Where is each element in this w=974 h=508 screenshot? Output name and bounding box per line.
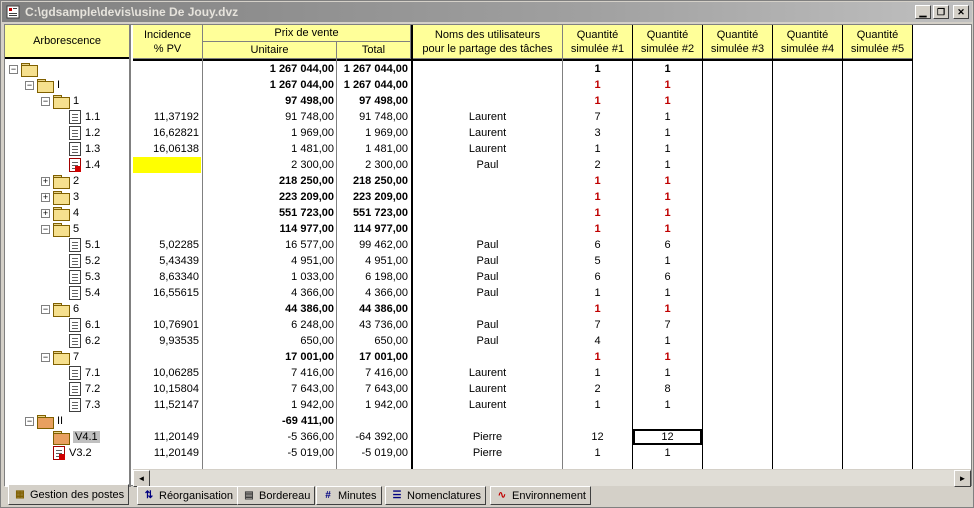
- user-name-cell[interactable]: [413, 93, 562, 109]
- col-line: [702, 25, 703, 469]
- minimize-button[interactable]: ▁: [915, 5, 931, 19]
- document-icon: [69, 398, 81, 412]
- total-cell[interactable]: 99 462,00: [359, 239, 408, 251]
- folder-icon: [53, 351, 69, 363]
- unitaire-cell[interactable]: 1 942,00: [291, 399, 334, 411]
- total-cell[interactable]: [337, 413, 410, 429]
- qty2-cell[interactable]: 1: [664, 79, 671, 91]
- tree-node-label: 6: [73, 303, 80, 315]
- tree-node-label: 7.1: [85, 367, 101, 379]
- tree-node[interactable]: [5, 285, 129, 301]
- tree-node[interactable]: [5, 125, 129, 141]
- folder-icon: [53, 175, 69, 187]
- grid-icon: #: [325, 490, 331, 501]
- tree-node[interactable]: [5, 141, 129, 157]
- tree-node[interactable]: [5, 61, 129, 77]
- tree-node[interactable]: [5, 189, 129, 205]
- unitaire-cell[interactable]: 114 977,00: [279, 223, 334, 235]
- qty2-cell[interactable]: 1: [664, 143, 671, 155]
- total-cell[interactable]: 6 198,00: [365, 271, 408, 283]
- total-cell[interactable]: 7 416,00: [365, 367, 408, 379]
- incidence-header[interactable]: [133, 25, 203, 59]
- incidence-cell[interactable]: [133, 61, 201, 77]
- document-icon: [69, 366, 81, 380]
- list-icon: ☰: [392, 490, 402, 501]
- tab-minutes[interactable]: [316, 486, 382, 505]
- user-name-cell[interactable]: Laurent: [468, 383, 507, 395]
- tree-pane: [5, 25, 131, 487]
- tree-node-label: 1.2: [85, 127, 101, 139]
- document-icon: [69, 142, 81, 156]
- flagged-document-icon: [53, 446, 65, 460]
- collapse-toggle-icon[interactable]: −: [42, 303, 49, 314]
- document-icon: [69, 254, 81, 268]
- total-cell[interactable]: 551 723,00: [352, 207, 408, 219]
- folder-icon: [37, 415, 53, 427]
- unitaire-cell[interactable]: 218 250,00: [278, 175, 334, 187]
- building-icon: ▦: [15, 489, 25, 500]
- qty1-cell[interactable]: 12: [591, 431, 604, 443]
- tree-node-label: 5.4: [85, 287, 101, 299]
- q2-header-bottom: simulée #2: [640, 42, 695, 55]
- q1-header[interactable]: [563, 25, 633, 59]
- incidence-cell[interactable]: [133, 189, 201, 205]
- document-icon: [69, 334, 81, 348]
- total-cell[interactable]: 44 386,00: [359, 303, 408, 315]
- tree-node[interactable]: [5, 349, 129, 365]
- user-name-cell[interactable]: Paul: [476, 319, 499, 331]
- user-name-cell[interactable]: [413, 301, 562, 317]
- tab-label: Bordereau: [259, 489, 311, 502]
- qty1-cell[interactable]: 4: [594, 335, 601, 347]
- tree-node[interactable]: [5, 237, 129, 253]
- reorganize-icon: ⇅: [144, 490, 154, 501]
- qty1-cell[interactable]: 7: [594, 111, 601, 123]
- qty2-cell[interactable]: 1: [664, 287, 671, 299]
- folder-icon: [53, 95, 69, 107]
- tree-node[interactable]: [5, 301, 129, 317]
- folder-icon: [53, 191, 69, 203]
- incidence-cell[interactable]: [133, 157, 201, 173]
- tree-node-label: 5.3: [85, 271, 101, 283]
- user-name-cell[interactable]: Paul: [476, 271, 499, 283]
- unitaire-cell[interactable]: 91 748,00: [285, 111, 334, 123]
- total-cell[interactable]: 97 498,00: [359, 95, 408, 107]
- total-cell[interactable]: 1 969,00: [365, 127, 408, 139]
- qty2-cell[interactable]: 8: [664, 383, 671, 395]
- main-frame: [4, 24, 972, 486]
- q4-header-bottom: simulée #4: [780, 42, 835, 55]
- window-title: C:\gdsample\devis\usine De Jouy.dvz: [25, 5, 239, 19]
- tree-node[interactable]: [5, 205, 129, 221]
- tree-node[interactable]: [5, 317, 129, 333]
- incidence-cell[interactable]: 11,20149: [153, 447, 199, 459]
- document-icon: [69, 286, 81, 300]
- tab-label: Réorganisation: [159, 489, 233, 502]
- user-name-cell[interactable]: Pierre: [472, 447, 503, 459]
- total-cell[interactable]: 1 481,00: [365, 143, 408, 155]
- q5-header-bottom: simulée #5: [850, 42, 905, 55]
- q1-header-top: Quantité: [576, 28, 619, 41]
- qty2-cell[interactable]: 1: [664, 351, 671, 363]
- user-name-cell[interactable]: Laurent: [468, 127, 507, 139]
- qty2-cell[interactable]: 1: [664, 191, 671, 203]
- incidence-cell[interactable]: 9,93535: [159, 335, 199, 347]
- incidence-cell[interactable]: [133, 173, 201, 189]
- total-cell[interactable]: -5 019,00: [361, 447, 408, 459]
- total-cell[interactable]: 650,00: [374, 335, 408, 347]
- qty2-cell[interactable]: 1: [664, 95, 671, 107]
- incidence-cell[interactable]: 5,43439: [159, 255, 199, 267]
- unitaire-header[interactable]: Unitaire: [203, 42, 337, 59]
- tree-node[interactable]: [5, 109, 129, 125]
- document-icon: [69, 270, 81, 284]
- col-line: [772, 25, 773, 469]
- tree-node[interactable]: [5, 381, 129, 397]
- folder-icon: [37, 79, 53, 91]
- q5-header-top: Quantité: [856, 28, 899, 41]
- incidence-cell[interactable]: [133, 205, 201, 221]
- unitaire-cell[interactable]: -5 366,00: [287, 431, 334, 443]
- tree-node[interactable]: [5, 445, 129, 461]
- unitaire-cell[interactable]: 1 481,00: [291, 143, 334, 155]
- tree-node[interactable]: [5, 333, 129, 349]
- title-bar: [2, 2, 972, 22]
- folder-icon: [53, 207, 69, 219]
- col-line: [842, 25, 843, 469]
- collapse-toggle-icon[interactable]: −: [42, 351, 49, 362]
- unitaire-cell[interactable]: 4 951,00: [291, 255, 334, 267]
- total-cell[interactable]: 7 643,00: [365, 383, 408, 395]
- tree-node-label: 7.2: [85, 383, 101, 395]
- user-name-cell[interactable]: Laurent: [468, 399, 507, 411]
- qty2-cell[interactable]: 1: [664, 175, 671, 187]
- user-name-cell[interactable]: Paul: [476, 335, 499, 347]
- total-cell[interactable]: 1 267 044,00: [343, 63, 408, 75]
- tree-node[interactable]: [5, 269, 129, 285]
- tab-label: Minutes: [338, 489, 377, 502]
- qty1-cell[interactable]: 1: [594, 223, 601, 235]
- horizontal-scrollbar[interactable]: [133, 469, 971, 486]
- q4-header[interactable]: [773, 25, 843, 59]
- qty1-cell[interactable]: 1: [594, 287, 601, 299]
- tree-node[interactable]: [5, 253, 129, 269]
- incidence-header-bottom: % PV: [153, 42, 182, 55]
- document-icon: [69, 126, 81, 140]
- qty1-cell[interactable]: 2: [594, 383, 601, 395]
- collapse-toggle-icon[interactable]: −: [26, 415, 33, 426]
- tree-node-label: 1.3: [85, 143, 101, 155]
- expand-toggle-icon[interactable]: +: [42, 191, 49, 202]
- qty1-cell[interactable]: 6: [594, 271, 601, 283]
- incidence-cell[interactable]: [133, 301, 201, 317]
- col-line: [912, 25, 913, 469]
- qty1-cell[interactable]: 1: [594, 63, 601, 75]
- incidence-cell[interactable]: 11,52147: [153, 399, 199, 411]
- chart-icon: ∿: [497, 490, 507, 501]
- user-name-cell[interactable]: Paul: [476, 287, 499, 299]
- tab-gestion-des-postes[interactable]: [8, 484, 129, 505]
- total-cell[interactable]: 4 366,00: [365, 287, 408, 299]
- tree-header[interactable]: Arborescence: [5, 25, 129, 59]
- qty1-cell[interactable]: 1: [594, 79, 601, 91]
- incidence-header-top: Incidence: [143, 28, 192, 41]
- incidence-cell[interactable]: 11,37192: [153, 111, 199, 123]
- qty2-cell[interactable]: 1: [664, 207, 671, 219]
- qty1-cell[interactable]: 1: [594, 175, 601, 187]
- bottom-tabs: [4, 486, 972, 506]
- qty1-cell[interactable]: 1: [594, 447, 601, 459]
- unitaire-cell[interactable]: 6 248,00: [291, 319, 334, 331]
- tree-node[interactable]: [5, 77, 129, 93]
- flagged-document-icon: [69, 158, 81, 172]
- unitaire-cell[interactable]: 1 267 044,00: [269, 63, 334, 75]
- q2-header-top: Quantité: [646, 28, 689, 41]
- tab-label: Nomenclatures: [407, 489, 481, 502]
- unitaire-cell[interactable]: 650,00: [300, 335, 334, 347]
- total-cell[interactable]: 2 300,00: [365, 159, 408, 171]
- tab-label: Gestion des postes: [30, 488, 125, 501]
- tree-node[interactable]: [5, 397, 129, 413]
- close-button[interactable]: ✕: [953, 5, 969, 19]
- user-name-cell[interactable]: Laurent: [468, 367, 507, 379]
- tab-environnement[interactable]: [490, 486, 591, 505]
- tab-nomenclatures[interactable]: [385, 486, 486, 505]
- unitaire-cell[interactable]: 4 366,00: [291, 287, 334, 299]
- scroll-left-button[interactable]: ◄: [133, 470, 150, 487]
- qty2-cell[interactable]: 1: [664, 399, 671, 411]
- user-name-cell[interactable]: [413, 77, 562, 93]
- qty2-cell[interactable]: [633, 413, 702, 429]
- total-cell[interactable]: 17 001,00: [359, 351, 408, 363]
- total-cell[interactable]: 114 977,00: [353, 223, 408, 235]
- tab-bordereau[interactable]: [237, 486, 315, 505]
- unitaire-cell[interactable]: 223 209,00: [278, 191, 334, 203]
- incidence-cell[interactable]: 8,63340: [159, 271, 199, 283]
- unitaire-cell[interactable]: -5 019,00: [287, 447, 334, 459]
- document-icon: [69, 318, 81, 332]
- qty1-cell[interactable]: 5: [594, 255, 601, 267]
- incidence-cell[interactable]: 11,20149: [153, 431, 199, 443]
- noms-header[interactable]: [413, 25, 563, 59]
- unitaire-cell[interactable]: 1 033,00: [291, 271, 334, 283]
- qty1-cell[interactable]: [563, 413, 632, 429]
- qty2-cell[interactable]: 1: [664, 447, 671, 459]
- tab-label: Environnement: [512, 489, 586, 502]
- tree-node-label: II: [57, 415, 64, 427]
- user-name-cell[interactable]: [413, 173, 562, 189]
- user-name-cell[interactable]: [413, 221, 562, 237]
- tab-r-organisation[interactable]: [137, 486, 238, 505]
- qty1-cell[interactable]: 7: [594, 319, 601, 331]
- q1-header-bottom: simulée #1: [570, 42, 625, 55]
- qty2-cell[interactable]: 1: [664, 255, 671, 267]
- qty1-cell[interactable]: 1: [594, 367, 601, 379]
- incidence-cell[interactable]: 10,06285: [153, 367, 199, 379]
- collapse-toggle-icon[interactable]: −: [10, 63, 17, 74]
- restore-button[interactable]: ❐: [933, 5, 949, 19]
- qty1-cell[interactable]: 1: [594, 191, 601, 203]
- q3-header[interactable]: [703, 25, 773, 59]
- unitaire-cell[interactable]: 551 723,00: [278, 207, 334, 219]
- grid-pane: [133, 25, 971, 469]
- user-name-cell[interactable]: [413, 205, 562, 221]
- total-cell[interactable]: -64 392,00: [355, 431, 408, 443]
- document-icon: [69, 110, 81, 124]
- user-name-cell[interactable]: Laurent: [468, 111, 507, 123]
- unitaire-cell[interactable]: 1 969,00: [291, 127, 334, 139]
- tree-node[interactable]: [5, 93, 129, 109]
- tree-node-label: 1.4: [85, 159, 101, 171]
- total-cell[interactable]: 43 736,00: [359, 319, 408, 331]
- qty2-cell[interactable]: 12: [633, 429, 702, 445]
- table-icon: ▤: [244, 490, 254, 501]
- qty1-cell[interactable]: 1: [594, 207, 601, 219]
- tree-node-label: 5.2: [85, 255, 101, 267]
- tree-node[interactable]: [5, 157, 129, 173]
- folder-icon: [53, 431, 69, 443]
- qty1-cell[interactable]: 1: [594, 143, 601, 155]
- unitaire-cell[interactable]: 97 498,00: [285, 95, 334, 107]
- noms-header-top: Noms des utilisateurs: [434, 28, 541, 41]
- user-name-cell[interactable]: Paul: [476, 159, 499, 171]
- tree-node-label: 6.2: [85, 335, 101, 347]
- tree-node-label: I: [57, 79, 61, 91]
- qty1-cell[interactable]: 6: [594, 239, 601, 251]
- unitaire-cell[interactable]: 16 577,00: [285, 239, 334, 251]
- user-name-cell[interactable]: [413, 189, 562, 205]
- incidence-cell[interactable]: [133, 93, 201, 109]
- qty2-cell[interactable]: 1: [664, 223, 671, 235]
- qty2-cell[interactable]: 1: [664, 127, 671, 139]
- noms-header-bottom: pour le partage des tâches: [422, 42, 553, 55]
- unitaire-cell[interactable]: 2 300,00: [291, 159, 334, 171]
- incidence-cell[interactable]: [133, 349, 201, 365]
- qty2-cell[interactable]: 7: [664, 319, 671, 331]
- tree-node-label: V3.2: [69, 447, 92, 459]
- user-name-cell[interactable]: Pierre: [472, 431, 503, 443]
- total-cell[interactable]: 223 209,00: [352, 191, 408, 203]
- qty2-cell[interactable]: 1: [664, 367, 671, 379]
- user-name-cell[interactable]: [413, 61, 562, 77]
- tree-node[interactable]: [5, 221, 129, 237]
- total-cell[interactable]: 1 267 044,00: [343, 79, 408, 91]
- app-icon: [5, 4, 21, 20]
- tree-node-label: 7.3: [85, 399, 101, 411]
- tree-node-label: 5.1: [85, 239, 101, 251]
- tree-node-label: 1.1: [85, 111, 101, 123]
- qty1-cell[interactable]: 3: [594, 127, 601, 139]
- qty2-cell[interactable]: 6: [664, 239, 671, 251]
- incidence-cell[interactable]: [133, 413, 201, 429]
- incidence-cell[interactable]: 10,15804: [153, 383, 199, 395]
- q3-header-top: Quantité: [716, 28, 759, 41]
- document-icon: [69, 238, 81, 252]
- user-name-cell[interactable]: Paul: [476, 255, 499, 267]
- tree-node[interactable]: [5, 429, 129, 445]
- user-name-cell[interactable]: [413, 349, 562, 365]
- qty2-cell[interactable]: 1: [664, 303, 671, 315]
- tree-node-label: 4: [73, 207, 80, 219]
- tree-node-label: 1: [73, 95, 80, 107]
- unitaire-cell[interactable]: 7 643,00: [291, 383, 334, 395]
- qty1-cell[interactable]: 1: [594, 303, 601, 315]
- expand-toggle-icon[interactable]: +: [42, 207, 49, 218]
- qty2-cell[interactable]: 1: [664, 335, 671, 347]
- folder-icon: [53, 223, 69, 235]
- folder-icon: [21, 63, 37, 75]
- folder-icon: [53, 303, 69, 315]
- collapse-toggle-icon[interactable]: −: [42, 95, 49, 106]
- tree-node-label: V4.1: [75, 431, 98, 443]
- unitaire-cell[interactable]: -69 411,00: [282, 415, 334, 427]
- tree-node-label: 7: [73, 351, 80, 363]
- q2-header[interactable]: [633, 25, 703, 59]
- prix-group-header: Prix de vente: [203, 25, 411, 42]
- tree-node[interactable]: [5, 365, 129, 381]
- tree-node[interactable]: [5, 413, 129, 429]
- incidence-cell[interactable]: [133, 77, 201, 93]
- qty1-cell[interactable]: 1: [594, 399, 601, 411]
- incidence-cell[interactable]: 16,55615: [153, 287, 199, 299]
- qty1-cell[interactable]: 1: [594, 351, 601, 363]
- q4-header-top: Quantité: [786, 28, 829, 41]
- qty1-cell[interactable]: 1: [594, 95, 601, 107]
- qty2-cell[interactable]: 1: [664, 159, 671, 171]
- user-name-cell[interactable]: [413, 413, 562, 429]
- incidence-cell[interactable]: 16,06138: [153, 143, 199, 155]
- user-name-cell[interactable]: Laurent: [468, 143, 507, 155]
- expand-toggle-icon[interactable]: +: [42, 175, 49, 186]
- total-cell[interactable]: 1 942,00: [365, 399, 408, 411]
- qty2-cell[interactable]: 6: [664, 271, 671, 283]
- unitaire-cell[interactable]: 44 386,00: [285, 303, 334, 315]
- incidence-cell[interactable]: 10,76901: [153, 319, 199, 331]
- collapse-toggle-icon[interactable]: −: [42, 223, 49, 234]
- scroll-right-button[interactable]: ►: [954, 470, 971, 487]
- qty2-cell[interactable]: 1: [664, 111, 671, 123]
- incidence-cell[interactable]: [133, 221, 201, 237]
- incidence-cell[interactable]: 5,02285: [159, 239, 199, 251]
- total-header[interactable]: Total: [337, 42, 411, 59]
- unitaire-cell[interactable]: 1 267 044,00: [269, 79, 334, 91]
- tree-node-label: 2: [73, 175, 80, 187]
- q3-header-bottom: simulée #3: [710, 42, 765, 55]
- qty1-cell[interactable]: 2: [594, 159, 601, 171]
- total-cell[interactable]: 91 748,00: [359, 111, 408, 123]
- q5-header[interactable]: [843, 25, 913, 59]
- document-icon: [69, 382, 81, 396]
- unitaire-cell[interactable]: 17 001,00: [285, 351, 334, 363]
- user-name-cell[interactable]: Paul: [476, 239, 499, 251]
- qty2-cell[interactable]: 1: [664, 63, 671, 75]
- incidence-cell[interactable]: 16,62821: [153, 127, 199, 139]
- tree-node-label: 3: [73, 191, 80, 203]
- tree-node[interactable]: [5, 173, 129, 189]
- tree-node-label: 5: [73, 223, 80, 235]
- tree-node-label: 6.1: [85, 319, 101, 331]
- total-cell[interactable]: 4 951,00: [365, 255, 408, 267]
- total-cell[interactable]: 218 250,00: [352, 175, 408, 187]
- unitaire-cell[interactable]: 7 416,00: [291, 367, 334, 379]
- collapse-toggle-icon[interactable]: −: [26, 79, 33, 90]
